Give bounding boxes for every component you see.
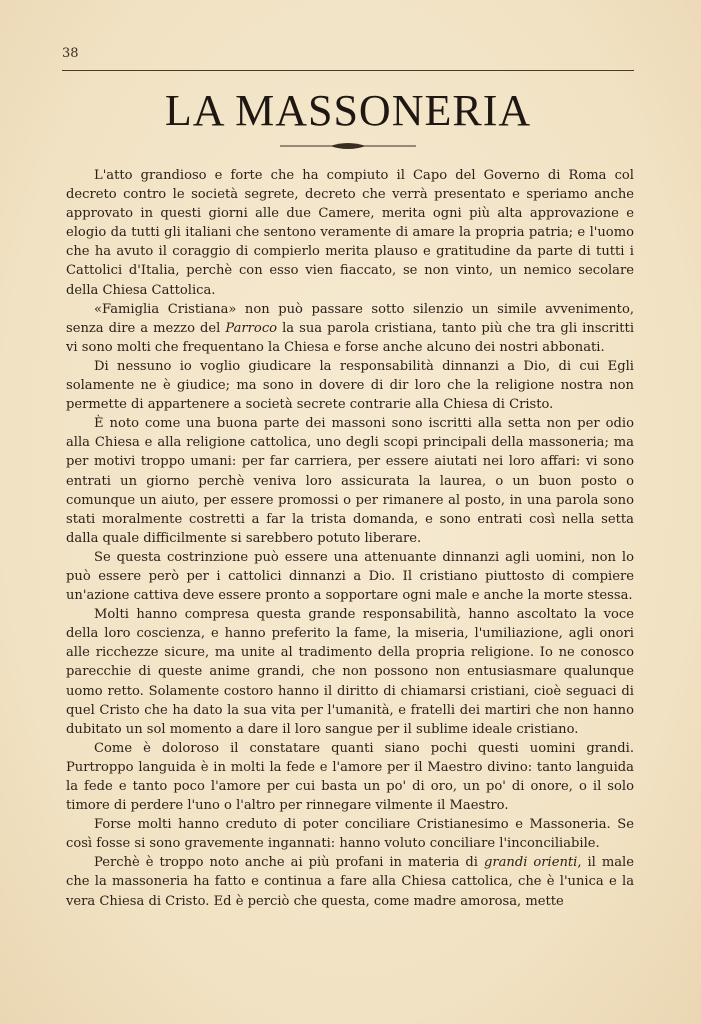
article-body <box>66 166 634 911</box>
paragraph: Di nessuno io voglio giudicare la responsabilità dinnanzi a Dio, di cui Egli solamente ne è giudice; ma sono in dovere di dir loro che la religione nostra non permette di appartenere a società secrete contrarie alla Chiesa di Cristo. <box>66 358 634 413</box>
paragraph: L'atto grandioso e forte che ha compiuto il Capo del Governo di Roma col decreto contro le società segrete, decreto che verrà presentato e speriamo anche approvato in questi giorni alle due Camere, merita ogni più alta approvazione e elogio da tutti gli italiani che sentono veramente di amare la propria patria; e l'uomo che ha avuto il coraggio di compierlo merita plauso e gratitudine da parte di tutti i Cattolici d'Italia, perchè con esso vien fiaccato, se non vinto, un nemico secolare della Chiesa Cattolica. <box>66 168 634 298</box>
paragraph-text: la sua parola cristiana, tanto più che tra gli inscritti vi sono molti che frequentano la Chiesa e forse anche alcuno dei nostri abbonati. <box>66 320 635 355</box>
italic-term: grandi orienti <box>483 855 578 871</box>
paragraph-text: «Famiglia Cristiana» non può passare sotto silenzio un simile avvenimento, senza dire a mezzo del <box>66 301 634 336</box>
header-rule <box>62 70 634 71</box>
page-number: 38 <box>62 46 79 61</box>
paragraph: Se questa costrinzione può essere una attenuante dinnanzi agli uomini, non lo può essere però per i cattolici dinnanzi a Dio. Il cristiano piuttosto di compiere un'azione cattiva deve essere pronto a sopportare ogni male e anche la morte stessa. <box>66 549 634 604</box>
paragraph <box>66 853 634 910</box>
paragraph-text: , il male che la massoneria ha fatto e continua a fare alla Chiesa cattolica, che è l'unica e la vera Chiesa di Cristo. Ed è perciò che questa, come madre amorosa, mette <box>66 855 634 909</box>
page-title: LA MASSONERIA <box>164 86 532 135</box>
paragraph <box>66 300 634 357</box>
paragraph: Molti hanno compresa questa grande responsabilità, hanno ascoltato la voce della loro coscienza, e hanno preferito la fame, la miseria, l'umiliazione, agli onori alle ricchezze sicure, ma unite al tradimento della propria religione. Io ne conosco parecchie di queste anime grandi, che non possono non entusiasmare qualunque uomo retto. Solamente costoro hanno il diritto di chiamarsi cristiani, cioè seguaci di quel Cristo che ha dato la sua vita per l'umanità, e fratelli dei martiri che non hanno dubitato un sol momento a dare il loro sangue per il sublime ideale cristiano. <box>66 607 634 737</box>
paragraph: Come è doloroso il constatare quanti siano pochi questi uomini grandi. Purtroppo languida è in molti la fede e l'amore per il Maestro divino: tanto languida la fede e tanto poco l'amore per cui basta un po' di oro, un po' di onore, o il solo timore di perdere l'uno o l'altro per rinnegare vilmente il Maestro. <box>66 740 634 814</box>
paragraph: È noto come una buona parte dei massoni sono iscritti alla setta non per odio alla Chiesa e alla religione cattolica, uno degli scopi principali della massoneria; ma per motivi troppo umani: per far carriera, per essere aiutati nei loro affari: vi sono entrati un giorno perchè veniva loro assicurata la laurea, o un buon posto o comunque un aiuto, per essere promossi o per rimanere al posto, in una parola sono stati moralmente costretti a far la trista domanda, e sono entrati così nella setta dalla quale difficilmente si sarebbero potuto liberare. <box>66 416 634 546</box>
paragraph: Forse molti hanno creduto di poter conciliare Cristianesimo e Massoneria. Se così fosse si sono gravemente ingannati: hanno voluto conciliare l'inconciliabile. <box>66 817 634 852</box>
italic-term: Parroco <box>225 320 278 336</box>
paragraph-text: Perchè è troppo noto anche ai più profani in materia di <box>94 855 484 871</box>
title-ornament <box>278 139 418 153</box>
